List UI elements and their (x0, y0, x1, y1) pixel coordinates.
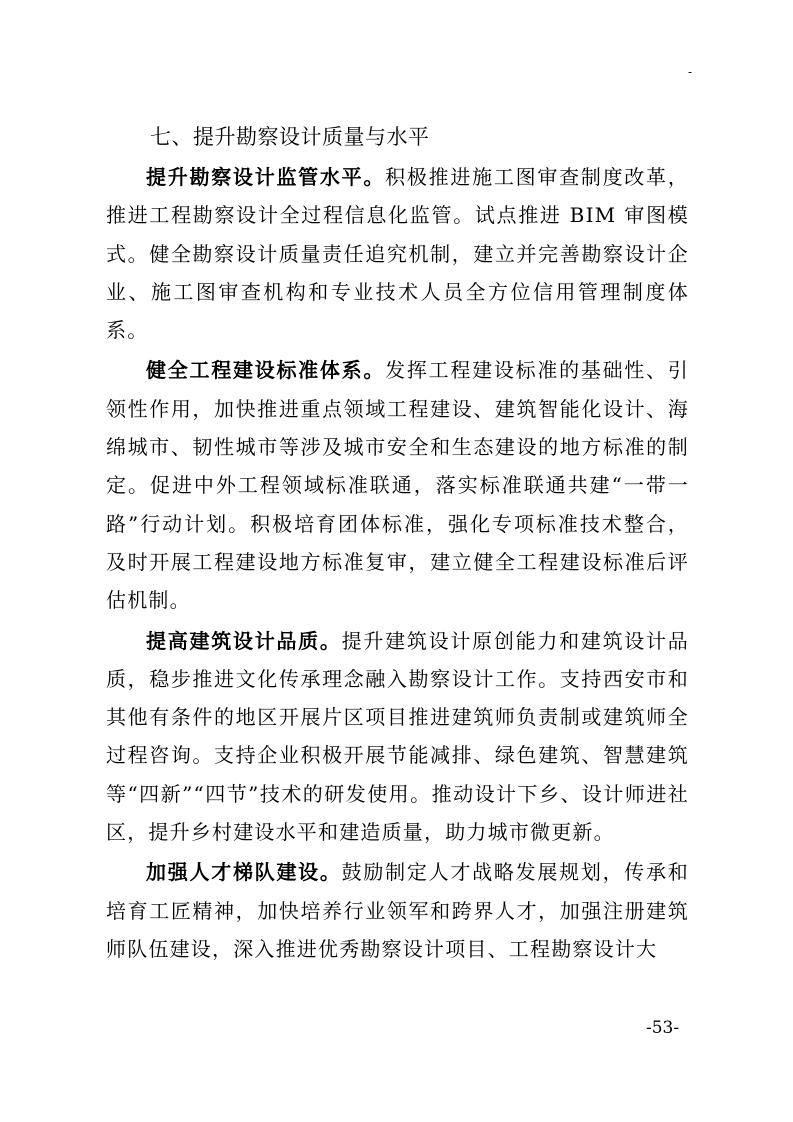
paragraph-text: 鼓励制定人才战略发展规划，传承和培育工匠精神，加快培养行业领军和跨界人才，加强注册建筑师队伍建设，深入推进优秀勘察设计项目、工程勘察设计大 (106, 860, 689, 961)
paragraph-supervision (106, 158, 689, 349)
paragraph-design-quality (106, 622, 689, 852)
paragraph-lead: 加强人才梯队建设。 (146, 860, 342, 885)
paragraph-text: 积极推进施工图审查制度改革，推进工程勘察设计全过程信息化监管。试点推进 BIM 审图模式。健全勘察设计质量责任追究机制，建立并完善勘察设计企业、施工图审查机构和专业技术人员全方位信用管理制度体系。 (106, 165, 689, 343)
paragraph-text: 发挥工程建设标准的基础性、引领性作用，加快推进重点领域工程建设、建筑智能化设计、海绵城市、韧性城市等涉及城市安全和生态建设的地方标准的制定。促进中外工程领域标准联通，落实标准联通共建“一带一路”行动计划。积极培育团体标准，强化专项标准技术整合，及时开展工程建设地方标准复审，建立健全工程建设标准后评估机制。 (106, 358, 689, 613)
section-heading: 七、提升勘察设计质量与水平 (150, 125, 430, 149)
paragraph-lead: 健全工程建设标准体系。 (146, 358, 386, 383)
paragraph-standards (106, 351, 689, 619)
paragraph-lead: 提升勘察设计监管水平。 (146, 165, 386, 189)
paragraph-text: 提升建筑设计原创能力和建筑设计品质，稳步推进文化传承理念融入勘察设计工作。支持西安市和其他有条件的地区开展片区项目推进建筑师负责制或建筑师全过程咨询。支持企业积极开展节能减排、绿色建筑、智慧建筑等“四新”“四节”技术的研发使用。推动设计下乡、设计师进社区，提升乡村建设水平和建造质量，助力城市微更新。 (106, 628, 689, 845)
top-mark: - (688, 65, 693, 79)
body-text (106, 158, 689, 968)
page-number: -53- (646, 1018, 680, 1038)
paragraph-lead: 提高建筑设计品质。 (146, 628, 342, 653)
paragraph-talent (106, 853, 689, 968)
